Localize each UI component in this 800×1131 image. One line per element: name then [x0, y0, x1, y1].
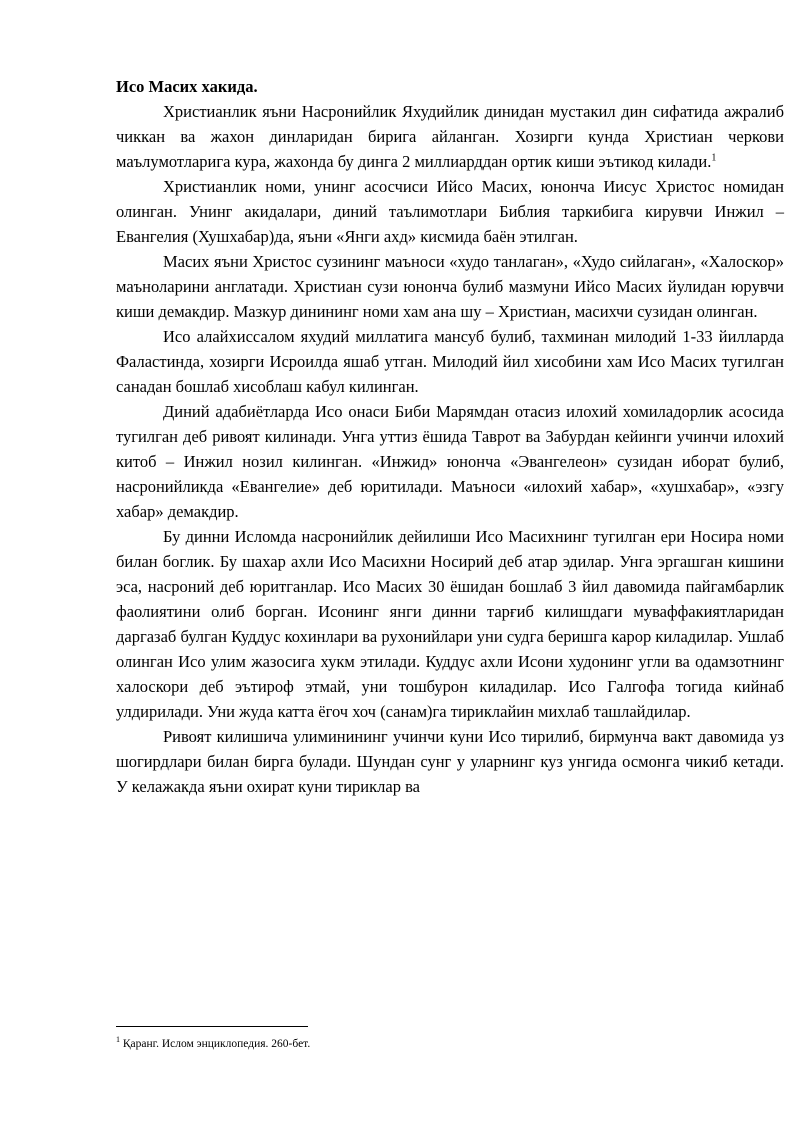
footnote-separator: [116, 1026, 308, 1027]
footnote-text: Қаранг. Ислом энциклопедия. 260-бет.: [122, 1038, 311, 1050]
footnote-reference[interactable]: 1: [711, 152, 717, 164]
footnote-mark: 1: [116, 1035, 120, 1045]
paragraph: Исо алайхиссалом яхудий миллатига мансуб булиб, тахминан милодий 1-33 йилларда Фаластинда, хозирги Исроилда яшаб утган. Милодий йил хисобини хам Исо Масих тугилган санадан бошлаб хисоблаш кабул килинган.: [116, 327, 784, 396]
paragraph-text: Христианлик яъни Насронийлик Яхудийлик динидан мустакил дин сифатида ажралиб чиккан ва жахон динларидан бирига айланган. Хозирги кунда Христиан черкови маълумотларига кура, жахонда бу динга 2 миллиарддан ортик киши эътикод килади.: [116, 102, 784, 171]
paragraph: [116, 99, 784, 174]
paragraph: Бу динни Исломда насронийлик дейилиши Исо Масихнинг тугилган ери Носира номи билан боглик. Бу шахар ахли Исо Масихни Носирий деб атар эдилар. Унга эргашган кишини эса, насроний деб юритганлар. Исо Масих 30 ёшидан бошлаб 3 йил давомида пайгамбарлик фаолиятини олиб борган. Исонинг янги динни тарғиб килишдаги муваффакиятларидан даргазаб булган Куддус кохинлари ва рухонийлари уни судга беришга карор киладилар. Ушлаб олинган Исо улим жазосига хукм этилади. Куддус ахли Исони худонинг угли ва одамзотнинг халоскори деб эътироф этмай, уни тошбурон киладилар. Исо Галгофа тогида кийнаб улдирилади. Уни жуда катта ёгоч хоч (санам)га тириклайин михлаб ташлайдилар.: [116, 527, 784, 721]
document-body: [116, 74, 784, 799]
paragraph: Диний адабиётларда Исо онаси Биби Марямдан отасиз илохий хомиладорлик асосида тугилган деб ривоят килинади. Унга уттиз ёшида Таврот ва Забурдан кейинги учинчи илохий китоб – Инжил нозил килинган. «Инжид» юнонча «Эвангелеон» сузидан иборат булиб, насронийликда «Евангелие» деб юритилади. Маъноси «илохий хабар», «хушхабар», «эзгу хабар» демакдир.: [116, 402, 784, 521]
paragraph: Христианлик номи, унинг асосчиси Ийсо Масих, юнонча Иисус Христос номидан олинган. Унинг акидалари, диний таълимотлари Библия таркибига кирувчи Инжил – Евангелия (Хушхабар)да, яъни «Янги ахд» кисмида баён этилган.: [116, 177, 784, 246]
paragraph: Ривоят килишича улиминининг учинчи куни Исо тирилиб, бирмунча вакт давомида уз шогирдлари билан бирга булади. Шундан сунг у уларнинг куз унгида осмонга чикиб кетади. У келажакда яъни охират куни тириклар ва: [116, 727, 784, 796]
paragraph: Масих яъни Христос сузининг маъноси «худо танлаган», «Худо сийлаган», «Халоскор» маъноларини англатади. Христиан сузи юнонча булиб мазмуни Ийсо Масих йулидан юрувчи киши демакдир. Мазкур динининг номи хам ана шу – Христиан, масихчи сузидан олинган.: [116, 252, 784, 321]
document-title: Исо Масих хакида.: [116, 77, 258, 96]
footnote: [116, 1037, 310, 1052]
